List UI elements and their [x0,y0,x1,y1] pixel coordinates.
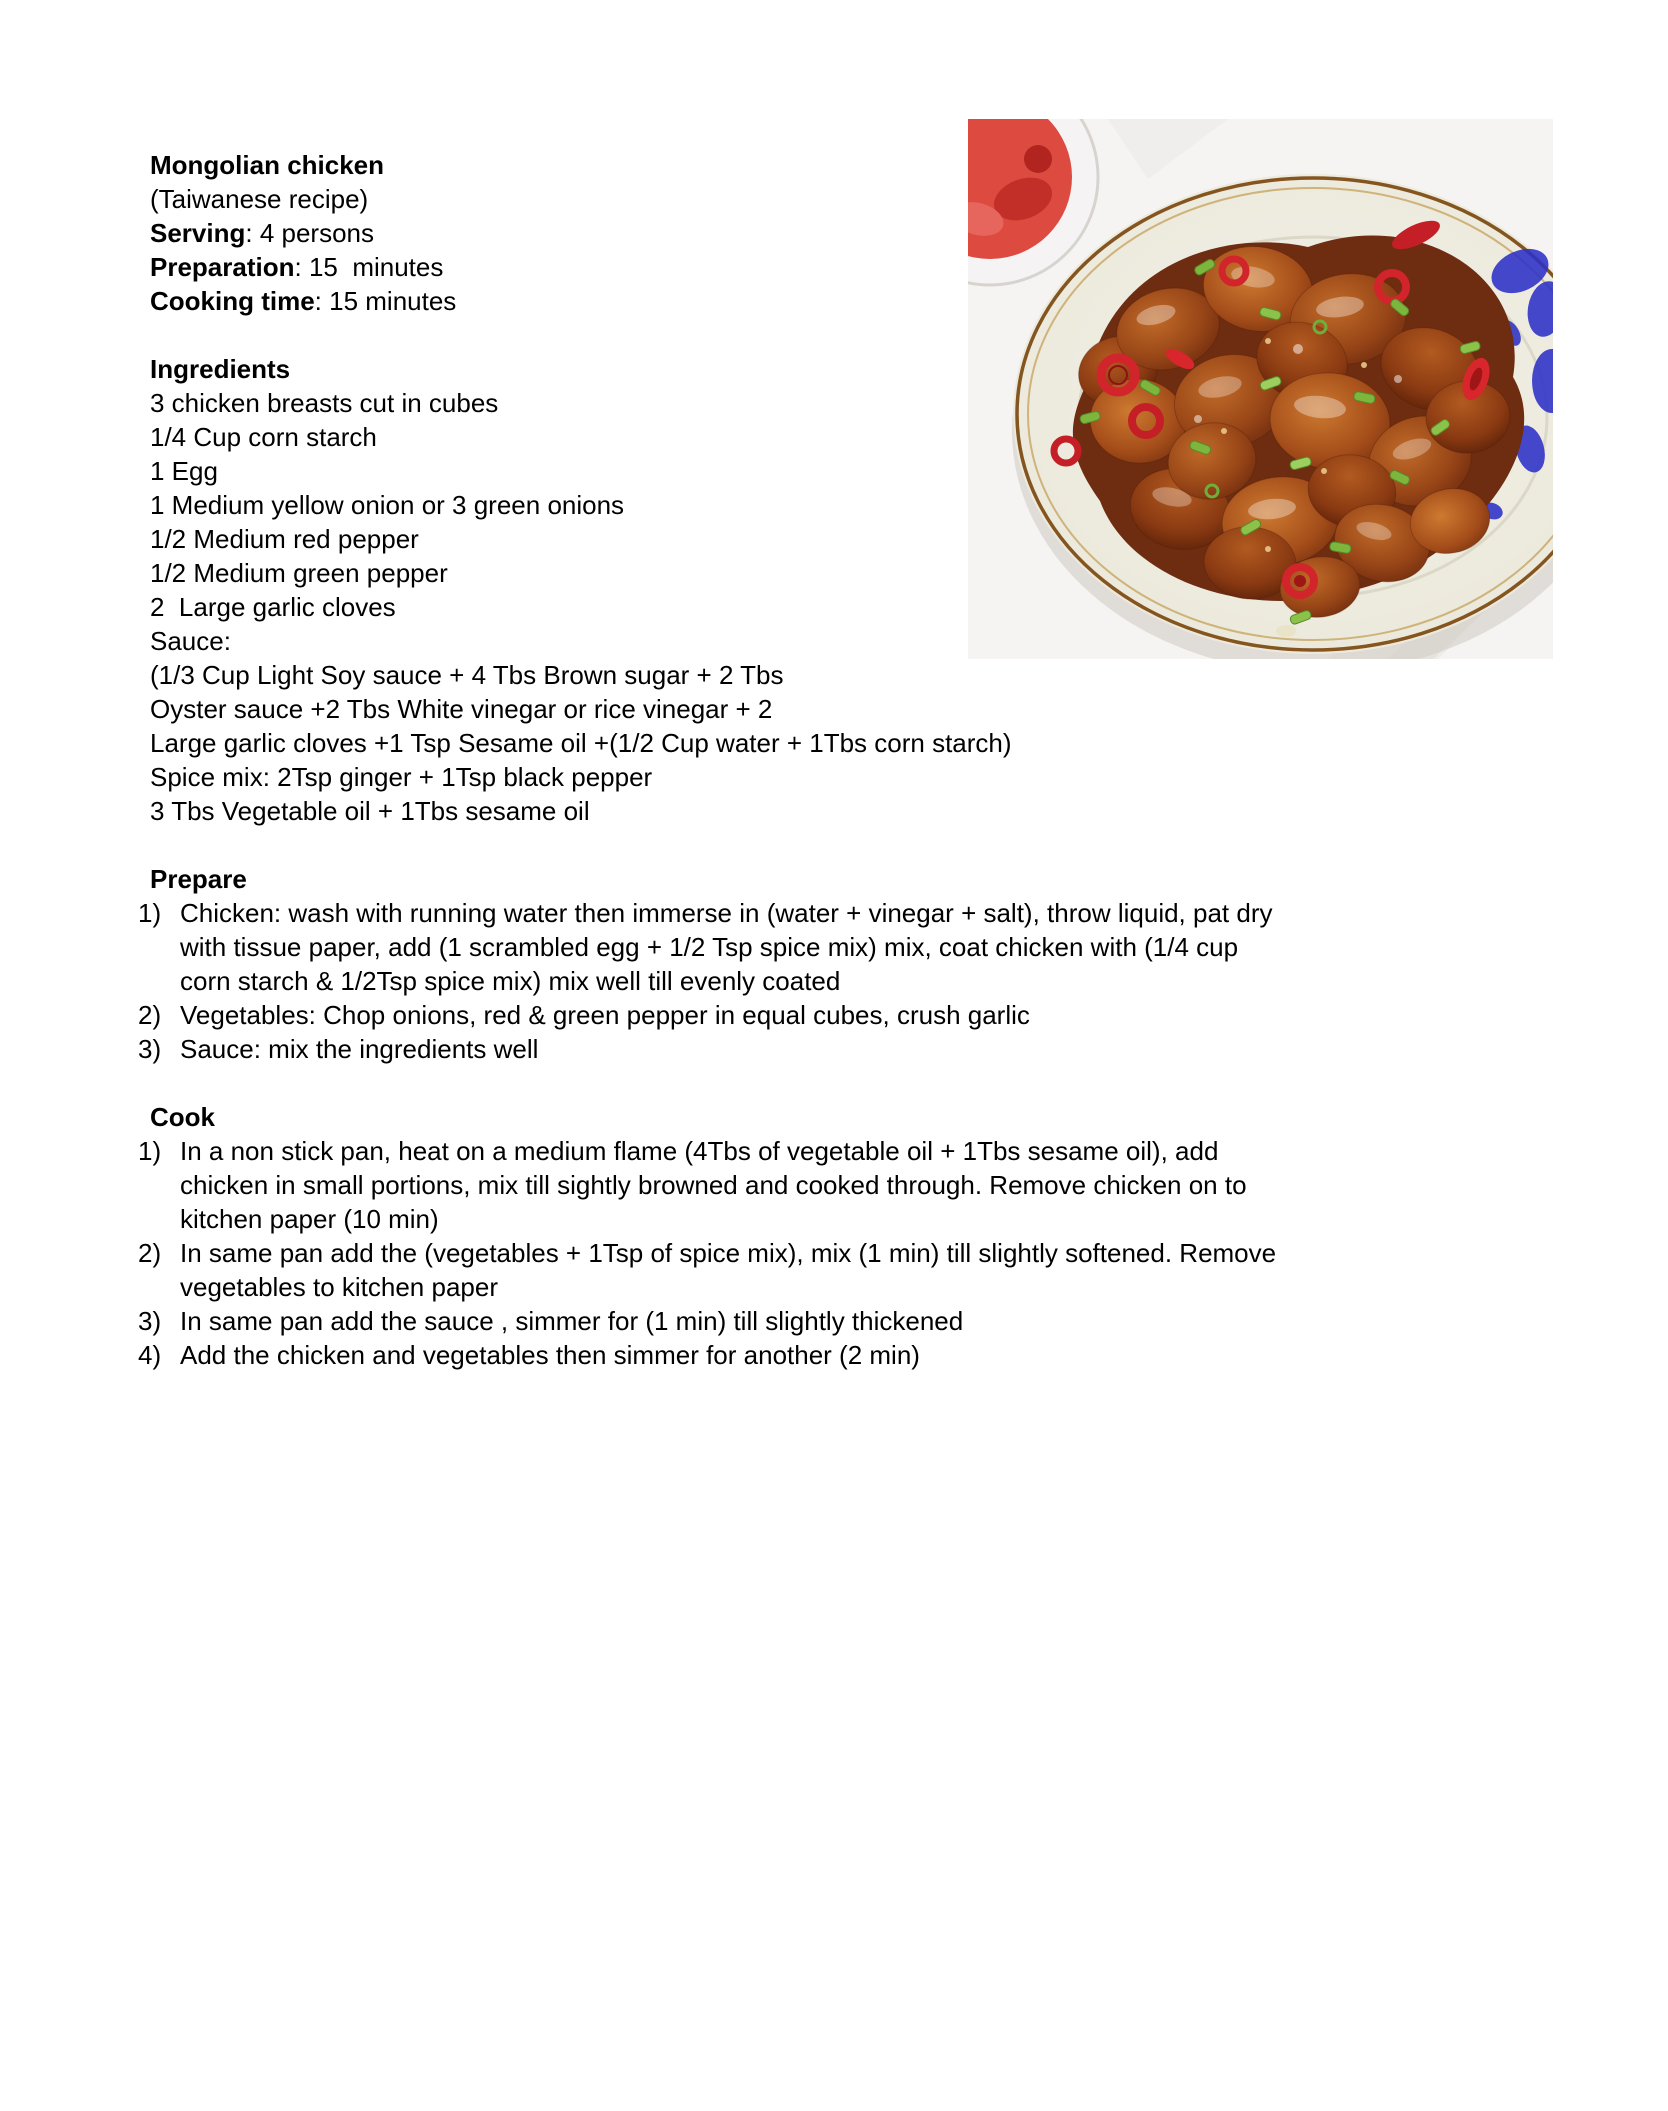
recipe-title: Mongolian chicken [150,150,385,180]
step-text [180,998,1450,1032]
step-number: 3) [138,1034,162,1064]
step-number: 2) [138,1238,162,1268]
step-line: vegetables to kitchen paper [180,1272,498,1302]
step-line: corn starch & 1/2Tsp spice mix) mix well till evenly coated [180,966,841,996]
recipe-photo-illustration [968,119,1553,659]
step-line: Add the chicken and vegetables then simmer for another (2 min) [180,1340,920,1370]
step-line: In same pan add the sauce , simmer for (1 min) till slightly thickened [180,1306,964,1336]
ingredient-line: 3 Tbs Vegetable oil + 1Tbs sesame oil [150,796,590,826]
ingredient-line: Oyster sauce +2 Tbs White vinegar or rice vinegar + 2 [150,694,773,724]
meta-value: : 15 minutes [314,286,457,316]
step-text [180,1304,1450,1338]
step-line: with tissue paper, add (1 scrambled egg + 1/2 Tsp spice mix) mix, coat chicken with (1/4 cup [180,932,1239,962]
prepare-step [138,896,1450,998]
step-number: 4) [138,1340,162,1370]
ingredient-line: 2 Large garlic cloves [150,592,396,622]
meta-label: Cooking time [150,286,315,316]
step-number: 1) [138,898,162,928]
recipe-photo [968,119,1553,659]
step-line: Chicken: wash with running water then immerse in (water + vinegar + salt), throw liquid, pat dry [180,898,1273,928]
ingredient-line: Large garlic cloves +1 Tsp Sesame oil +(1/2 Cup water + 1Tbs corn starch) [150,728,1012,758]
cook-step [138,1338,1450,1372]
meta-label: Serving [150,218,246,248]
cook-step [138,1304,1450,1338]
step-number: 2) [138,1000,162,1030]
step-number: 3) [138,1306,162,1336]
step-text [180,1032,1450,1066]
ingredient-line: Spice mix: 2Tsp ginger + 1Tsp black pepper [150,762,653,792]
cook-step [138,1236,1450,1304]
step-line: kitchen paper (10 min) [180,1204,439,1234]
ingredient-line: 1/2 Medium red pepper [150,524,419,554]
step-text [180,896,1450,998]
step-text [180,1134,1450,1236]
ingredient-line: 1/4 Cup corn starch [150,422,377,452]
ingredient-line: 1 Medium yellow onion or 3 green onions [150,490,625,520]
ingredient-line: (1/3 Cup Light Soy sauce + 4 Tbs Brown sugar + 2 Tbs [150,660,784,690]
step-number: 1) [138,1136,162,1166]
step-text [180,1236,1450,1304]
step-line: Vegetables: Chop onions, red & green pepper in equal cubes, crush garlic [180,1000,1030,1030]
prepare-steps [138,896,1450,1066]
prepare-step [138,998,1450,1032]
step-line: Sauce: mix the ingredients well [180,1034,539,1064]
ingredient-line: 1/2 Medium green pepper [150,558,448,588]
ingredient-line: 1 Egg [150,456,218,486]
meta-label: Preparation [150,252,295,282]
cook-heading: Cook [150,1102,215,1132]
cook-steps [138,1134,1450,1372]
recipe-subtitle: (Taiwanese recipe) [150,184,369,214]
cook-step [138,1134,1450,1236]
prepare-heading: Prepare [150,864,247,894]
ingredient-line: 3 chicken breasts cut in cubes [150,388,499,418]
meta-value: : 15 minutes [294,252,444,282]
ingredient-line: Sauce: [150,626,231,656]
meta-value: : 4 persons [245,218,375,248]
ingredients-heading: Ingredients [150,354,291,384]
step-line: In same pan add the (vegetables + 1Tsp of spice mix), mix (1 min) till slightly softened. Remove [180,1238,1277,1268]
step-text [180,1338,1450,1372]
step-line: In a non stick pan, heat on a medium flame (4Tbs of vegetable oil + 1Tbs sesame oil), add [180,1136,1219,1166]
prepare-step [138,1032,1450,1066]
step-line: chicken in small portions, mix till sightly browned and cooked through. Remove chicken on to [180,1170,1247,1200]
